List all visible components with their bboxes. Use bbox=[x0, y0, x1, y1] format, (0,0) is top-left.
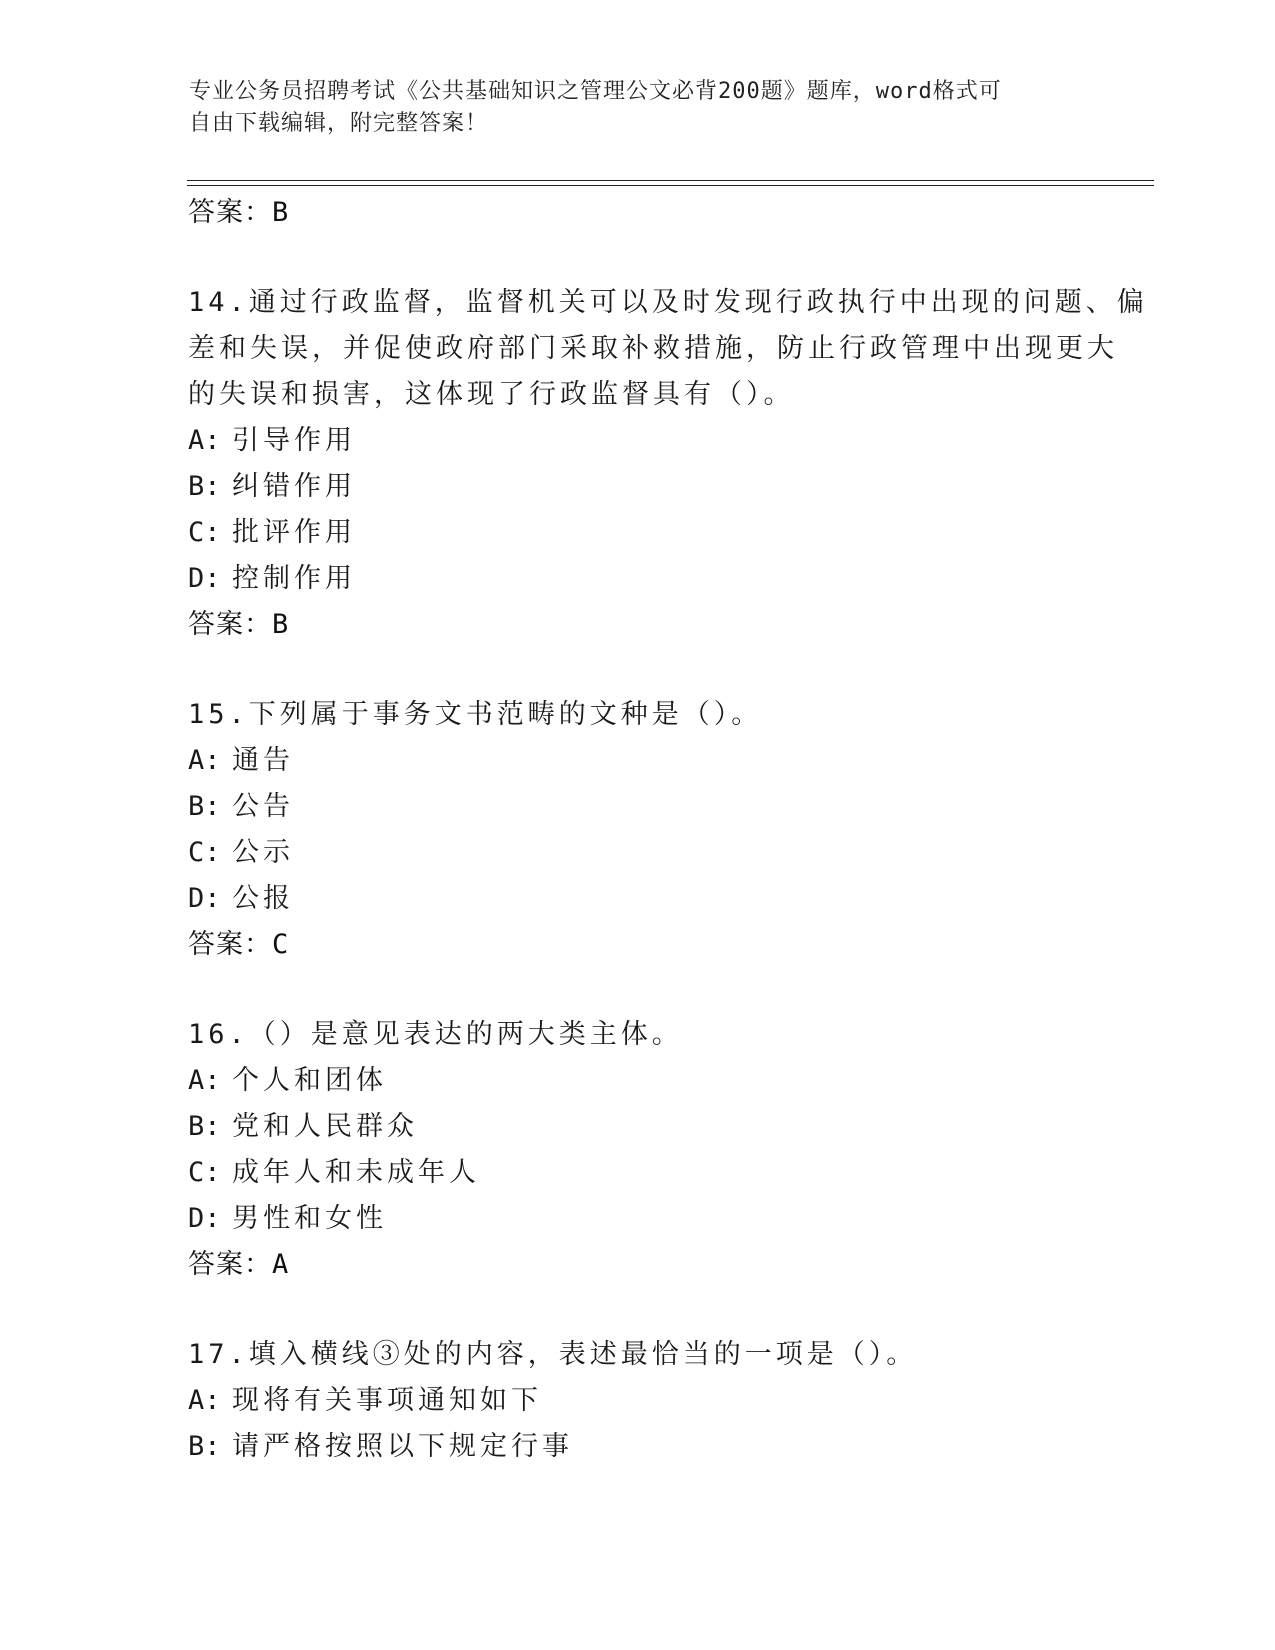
answer-line: 答案：C bbox=[188, 929, 290, 960]
question-text bbox=[188, 280, 1148, 418]
option-text: 请严格按照以下规定行事 bbox=[232, 1431, 573, 1462]
option-text: 引导作用 bbox=[232, 425, 356, 456]
question-block bbox=[188, 1012, 1088, 1288]
option-label: C: bbox=[188, 1157, 221, 1188]
question-line: 的失误和损害，这体现了行政监督具有（）。 bbox=[188, 379, 795, 410]
option-c bbox=[188, 830, 1088, 876]
option-label: A: bbox=[188, 745, 221, 776]
question-line: 16.（）是意见表达的两大类主体。 bbox=[188, 1019, 683, 1050]
option-label: D: bbox=[188, 1203, 221, 1234]
question-block bbox=[188, 280, 1148, 648]
option-a bbox=[188, 1058, 1088, 1104]
question-line: 15.下列属于事务文书范畴的文种是（）。 bbox=[188, 699, 763, 730]
option-text: 公告 bbox=[232, 791, 294, 822]
option-b bbox=[188, 1424, 1088, 1470]
option-label: A: bbox=[188, 1065, 221, 1096]
option-text: 现将有关事项通知如下 bbox=[232, 1385, 542, 1416]
option-text: 成年人和未成年人 bbox=[232, 1157, 480, 1188]
option-text: 批评作用 bbox=[232, 517, 356, 548]
option-d bbox=[188, 1196, 1088, 1242]
option-label: C: bbox=[188, 837, 221, 868]
option-a bbox=[188, 1378, 1088, 1424]
option-c bbox=[188, 1150, 1088, 1196]
option-c bbox=[188, 510, 1088, 556]
option-text: 通告 bbox=[232, 745, 294, 776]
document-header bbox=[189, 76, 1089, 140]
question-line: 17.填入横线③处的内容，表述最恰当的一项是（）。 bbox=[188, 1339, 918, 1370]
header-divider-top bbox=[187, 180, 1154, 181]
question-list bbox=[188, 190, 1148, 1470]
option-label: B: bbox=[188, 1111, 221, 1142]
question-block bbox=[188, 692, 1088, 968]
header-divider-bottom bbox=[187, 185, 1154, 186]
question-block bbox=[188, 1332, 1088, 1470]
option-a bbox=[188, 738, 1088, 784]
option-b bbox=[188, 1104, 1088, 1150]
option-a bbox=[188, 418, 1088, 464]
question-line: 14.通过行政监督，监督机关可以及时发现行政执行中出现的问题、偏 bbox=[188, 287, 1148, 318]
header-line-2: 自由下载编辑，附完整答案！ bbox=[189, 111, 489, 136]
option-label: B: bbox=[188, 471, 221, 502]
option-text: 纠错作用 bbox=[232, 471, 356, 502]
option-label: A: bbox=[188, 425, 221, 456]
question-text bbox=[188, 1012, 1088, 1058]
answer-line: 答案：A bbox=[188, 1249, 290, 1280]
option-label: B: bbox=[188, 1431, 221, 1462]
option-text: 男性和女性 bbox=[232, 1203, 387, 1234]
option-label: D: bbox=[188, 563, 221, 594]
question-text bbox=[188, 692, 1088, 738]
option-text: 公报 bbox=[232, 883, 294, 914]
option-text: 公示 bbox=[232, 837, 294, 868]
option-text: 控制作用 bbox=[232, 563, 356, 594]
question-text bbox=[188, 1332, 1088, 1378]
question-line: 差和失误，并促使政府部门采取补救措施，防止行政管理中出现更大 bbox=[188, 333, 1118, 364]
option-label: A: bbox=[188, 1385, 221, 1416]
answer-line: 答案：B bbox=[188, 609, 290, 640]
option-d bbox=[188, 876, 1088, 922]
option-b bbox=[188, 784, 1088, 830]
header-line-1: 专业公务员招聘考试《公共基础知识之管理公文必背200题》题库，word格式可 bbox=[189, 79, 1002, 104]
option-label: D: bbox=[188, 883, 221, 914]
option-b bbox=[188, 464, 1088, 510]
option-d bbox=[188, 556, 1088, 602]
option-label: B: bbox=[188, 791, 221, 822]
option-label: C: bbox=[188, 517, 221, 548]
option-text: 党和人民群众 bbox=[232, 1111, 418, 1142]
answer-line: 答案：B bbox=[188, 197, 290, 228]
option-text: 个人和团体 bbox=[232, 1065, 387, 1096]
